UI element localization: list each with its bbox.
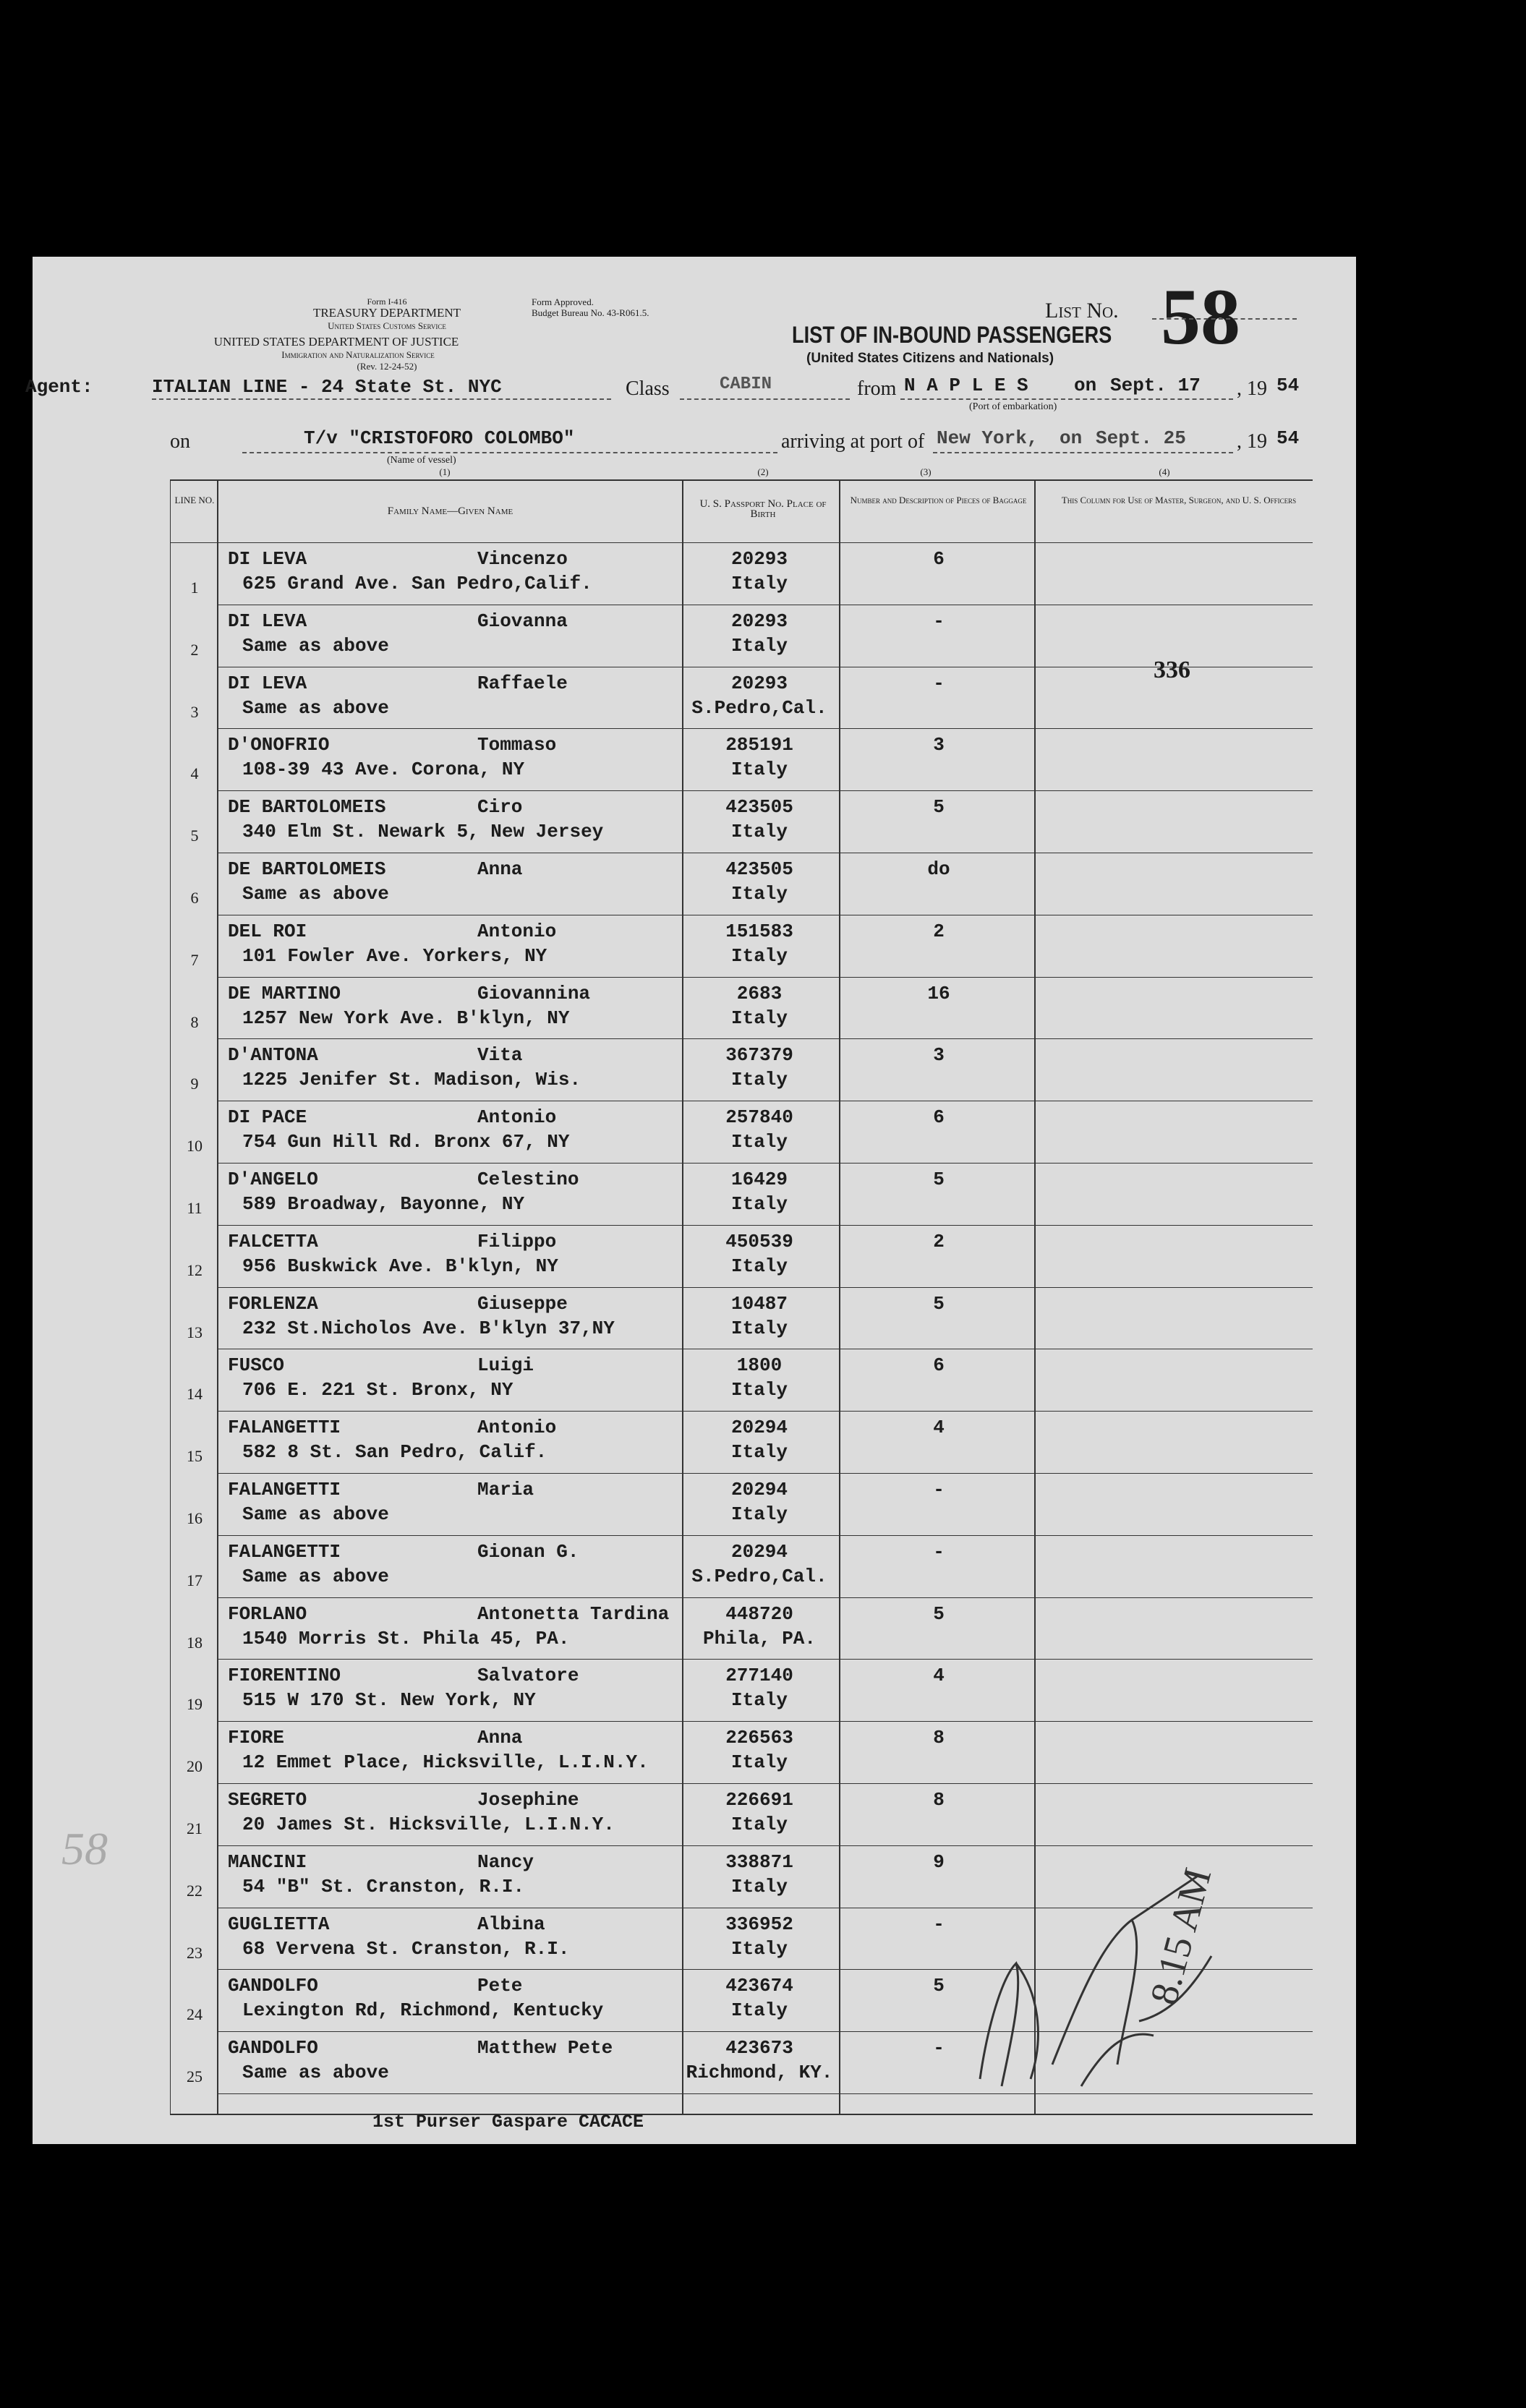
place-of-birth: Italy [730, 821, 788, 843]
form-revision: (Rev. 12-24-52) [357, 361, 417, 372]
given-name: Giuseppe [477, 1292, 568, 1315]
address: 54 "B" St. Cranston, R.I. [242, 1875, 525, 1897]
passport-number: 20294 [730, 1479, 788, 1500]
baggage-count: 4 [933, 1665, 945, 1687]
line-number: 7 [190, 950, 199, 969]
given-name: Celestino [477, 1169, 579, 1190]
passport-number: 367379 [725, 1044, 793, 1067]
place-of-birth: Italy [730, 1937, 788, 1960]
address: 582 8 St. San Pedro, Calif. [242, 1441, 547, 1464]
address: 754 Gun Hill Rd. Bronx 67, NY [242, 1131, 570, 1153]
place-of-birth: Italy [730, 944, 788, 967]
family-name: FUSCO [228, 1354, 285, 1377]
stamp-number: 336 [1154, 657, 1190, 683]
line-number: 11 [187, 1199, 203, 1217]
justice-dept: UNITED STATES DEPARTMENT OF JUSTICE [213, 335, 459, 349]
place-of-birth: Italy [730, 883, 788, 905]
family-name: D'ONOFRIO [228, 734, 330, 756]
row-divider [217, 1659, 1313, 1660]
given-name: Giovannina [477, 982, 591, 1004]
place-of-birth: Italy [730, 1317, 788, 1339]
family-name: DEL ROI [228, 920, 307, 942]
passport-number: 20294 [730, 1540, 788, 1563]
budget-bureau: Budget Bureau No. 43-R061.5. [532, 307, 649, 318]
address: 1540 Morris St. Phila 45, PA. [242, 1627, 570, 1649]
family-name: GANDOLFO [228, 1975, 318, 1997]
address: 956 Buskwick Ave. B'klyn, NY [242, 1255, 558, 1277]
arrival-year-prefix: , 19 [1237, 430, 1267, 453]
address: 515 W 170 St. New York, NY [242, 1689, 536, 1712]
baggage-count: - [933, 2037, 945, 2059]
col4-index: (4) [1159, 466, 1170, 477]
baggage-count: 16 [927, 982, 950, 1004]
line-number: 9 [190, 1075, 199, 1093]
family-name: DI LEVA [228, 548, 307, 570]
given-name: Gionan G. [477, 1540, 579, 1563]
place-of-birth: Italy [730, 1751, 788, 1774]
line-number: 25 [187, 2067, 203, 2086]
address: 68 Vervena St. Cranston, R.I. [242, 1937, 570, 1960]
place-of-birth: Italy [730, 634, 788, 657]
row-divider [217, 1038, 1313, 1039]
address: Same as above [242, 1503, 389, 1525]
place-of-birth: Italy [730, 1131, 788, 1153]
given-name: Maria [477, 1479, 534, 1500]
passport-number: 2683 [736, 982, 783, 1004]
family-name: DI LEVA [228, 672, 307, 694]
from-label: from [857, 377, 897, 400]
header-passport: U. S. Passport No. Place of Birth [699, 498, 827, 520]
baggage-count: 8 [933, 1727, 945, 1749]
address: 706 E. 221 St. Bronx, NY [242, 1379, 513, 1401]
given-name: Antonio [477, 920, 557, 942]
given-name: Pete [477, 1975, 523, 1997]
document-subtitle: (United States Citizens and Nationals) [806, 351, 1054, 366]
line-number: 15 [187, 1447, 203, 1466]
passport-number: 336952 [725, 1913, 793, 1935]
signature-mark [937, 1848, 1298, 2122]
baggage-count: - [933, 610, 945, 632]
family-name: DI PACE [228, 1106, 307, 1129]
baggage-count: 5 [933, 796, 945, 819]
passport-number: 285191 [725, 734, 793, 756]
place-of-birth: Italy [730, 1503, 788, 1525]
baggage-count: do [927, 858, 950, 880]
family-name: FORLANO [228, 1602, 307, 1625]
place-of-birth: S.Pedro,Cal. [691, 1565, 827, 1587]
departure-on: on [1074, 375, 1097, 396]
baggage-count: 5 [933, 1602, 945, 1625]
passport-number: 151583 [725, 920, 793, 942]
baggage-count: 5 [933, 1292, 945, 1315]
family-name: GANDOLFO [228, 2037, 318, 2059]
line-number: 14 [187, 1385, 203, 1404]
baggage-count: - [933, 1913, 945, 1935]
address: 1225 Jenifer St. Madison, Wis. [242, 1069, 581, 1091]
address: 340 Elm St. Newark 5, New Jersey [242, 821, 604, 843]
family-name: FORLENZA [228, 1292, 318, 1315]
class-value: CABIN [720, 375, 772, 394]
place-of-birth: Italy [730, 573, 788, 594]
class-label: Class [626, 377, 670, 400]
line-number: 1 [190, 578, 199, 597]
treasury-dept: TREASURY DEPARTMENT [312, 306, 461, 320]
given-name: Nancy [477, 1850, 534, 1873]
baggage-count: 6 [933, 548, 945, 570]
baggage-count: 5 [933, 1169, 945, 1190]
line-number: 8 [190, 1012, 199, 1031]
line-number: 5 [190, 827, 199, 845]
place-of-birth: S.Pedro,Cal. [691, 696, 827, 719]
arriving-label: arriving at port of [781, 430, 925, 453]
departure-date: Sept. 17 [1110, 375, 1201, 396]
arrival-on: on [1060, 427, 1083, 449]
passport-number: 423674 [725, 1975, 793, 1997]
passport-number: 1800 [736, 1354, 783, 1377]
family-name: D'ANTONA [228, 1044, 318, 1067]
baggage-count: 6 [933, 1354, 945, 1377]
row-divider [217, 977, 1313, 978]
given-name: Tommaso [477, 734, 557, 756]
baggage-count: 9 [933, 1850, 945, 1873]
col2-index: (2) [757, 466, 769, 477]
col3-index: (3) [920, 466, 932, 477]
arrival-year: 54 [1276, 427, 1300, 449]
passport-number: 16429 [730, 1169, 788, 1190]
family-name: DE MARTINO [228, 982, 341, 1004]
line-number: 18 [187, 1633, 203, 1652]
line-number: 21 [187, 1819, 203, 1837]
header-name: Family Name—Given Name [387, 505, 513, 517]
family-name: SEGRETO [228, 1789, 307, 1811]
address: Lexington Rd, Richmond, Kentucky [242, 1999, 604, 2022]
given-name: Antonetta Tardina [477, 1602, 670, 1625]
row-divider [217, 1225, 1313, 1226]
header-officers: This Column for Use of Master, Surgeon, and U. S. Officers [1061, 495, 1297, 505]
given-name: Matthew Pete [477, 2037, 613, 2059]
family-name: GUGLIETTA [228, 1913, 330, 1935]
address: Same as above [242, 696, 389, 719]
address: Same as above [242, 2062, 389, 2084]
passport-number: 423505 [725, 858, 793, 880]
row-divider [217, 1845, 1313, 1846]
given-name: Filippo [477, 1230, 557, 1252]
baggage-count: 2 [933, 920, 945, 942]
row-divider [217, 1411, 1313, 1412]
arrival-date: Sept. 25 [1096, 427, 1186, 449]
place-of-birth: Italy [730, 1814, 788, 1835]
line-number: 20 [187, 1757, 203, 1776]
place-of-birth: Italy [730, 1069, 788, 1091]
vessel-on-label: on [170, 430, 190, 453]
baggage-count: - [933, 672, 945, 694]
address: 12 Emmet Place, Hicksville, L.I.N.Y. [242, 1751, 649, 1774]
address: Same as above [242, 883, 389, 905]
embarkation-port: N A P L E S [904, 375, 1028, 396]
line-number: 6 [190, 889, 199, 907]
row-divider [217, 1783, 1313, 1784]
agent-value: ITALIAN LINE - 24 State St. NYC [152, 376, 502, 398]
given-name: Antonio [477, 1106, 557, 1129]
line-number: 3 [190, 702, 199, 721]
document-title: LIST OF IN-BOUND PASSENGERS [792, 322, 1112, 348]
line-number: 24 [187, 2005, 203, 2024]
purser-line: 1st Purser Gaspare CACACE [372, 2112, 644, 2132]
row-divider [217, 728, 1313, 729]
signature-text: 8.15 AM [1141, 1863, 1220, 2010]
line-number: 13 [187, 1323, 203, 1341]
address: 625 Grand Ave. San Pedro,Calif. [242, 573, 592, 594]
list-no-label: List No. [1045, 299, 1119, 323]
baggage-count: 4 [933, 1417, 945, 1439]
address: 101 Fowler Ave. Yorkers, NY [242, 944, 547, 967]
family-name: FIORENTINO [228, 1665, 341, 1687]
place-of-birth: Italy [730, 1875, 788, 1897]
year-prefix: , 19 [1237, 377, 1267, 400]
family-name: DE BARTOLOMEIS [228, 858, 386, 880]
given-name: Josephine [477, 1789, 579, 1811]
given-name: Salvatore [477, 1665, 579, 1687]
header-line-no: LINE NO. [174, 495, 215, 505]
margin-note: 58 [61, 1823, 108, 1874]
place-of-birth: Phila, PA. [702, 1627, 817, 1649]
passport-number: 423505 [725, 796, 793, 819]
row-divider [217, 1473, 1313, 1474]
place-of-birth: Italy [730, 1193, 788, 1215]
address: 20 James St. Hicksville, L.I.N.Y. [242, 1814, 615, 1835]
passport-number: 20293 [730, 672, 788, 694]
family-name: DE BARTOLOMEIS [228, 796, 386, 819]
place-of-birth: Richmond, KY. [686, 2062, 833, 2084]
given-name: Ciro [477, 796, 523, 819]
baggage-count: 2 [933, 1230, 945, 1252]
address: 108-39 43 Ave. Corona, NY [242, 759, 525, 781]
passport-number: 20293 [730, 610, 788, 632]
line-number: 10 [187, 1137, 203, 1156]
manifest-page [25, 257, 1356, 2144]
baggage-count: 3 [933, 734, 945, 756]
line-number: 16 [187, 1509, 203, 1527]
baggage-count: - [933, 1479, 945, 1500]
line-number: 23 [187, 1943, 203, 1962]
col1-index: (1) [439, 466, 451, 477]
address: 1257 New York Ave. B'klyn, NY [242, 1007, 570, 1029]
given-name: Albina [477, 1913, 545, 1935]
immigration-service: Immigration and Naturalization Service [281, 349, 435, 360]
passport-number: 338871 [725, 1850, 793, 1873]
arrival-port: New York, [937, 427, 1039, 449]
row-divider [217, 1721, 1313, 1722]
line-number: 19 [187, 1695, 203, 1714]
passport-number: 448720 [725, 1602, 793, 1625]
passport-number: 10487 [730, 1292, 788, 1315]
family-name: FIORE [228, 1727, 285, 1749]
port-embarkation-note: (Port of embarkation) [969, 401, 1057, 412]
passport-number: 226563 [725, 1727, 793, 1749]
vessel-name: T/v "CRISTOFORO COLOMBO" [304, 427, 575, 449]
list-number: 58 [1161, 273, 1240, 361]
address: 589 Broadway, Bayonne, NY [242, 1193, 525, 1215]
vessel-note: (Name of vessel) [387, 455, 456, 466]
family-name: FALCETTA [228, 1230, 318, 1252]
place-of-birth: Italy [730, 1007, 788, 1029]
line-number: 2 [190, 640, 199, 659]
passport-number: 423673 [725, 2037, 793, 2059]
passport-number: 20294 [730, 1417, 788, 1439]
line-number: 17 [187, 1571, 203, 1589]
baggage-count: 5 [933, 1975, 945, 1997]
given-name: Vincenzo [477, 548, 568, 570]
place-of-birth: Italy [730, 1255, 788, 1277]
place-of-birth: Italy [730, 1379, 788, 1401]
baggage-count: 8 [933, 1789, 945, 1811]
passport-number: 20293 [730, 548, 788, 570]
form-approval: Form Approved. [532, 296, 594, 307]
line-number: 12 [187, 1260, 203, 1279]
line-number: 22 [187, 1881, 203, 1900]
row-divider [217, 1163, 1313, 1164]
baggage-count: - [933, 1540, 945, 1563]
family-name: FALANGETTI [228, 1479, 341, 1500]
given-name: Raffaele [477, 672, 568, 694]
address: 232 St.Nicholos Ave. B'klyn 37,NY [242, 1317, 615, 1339]
baggage-count: 6 [933, 1106, 945, 1129]
row-divider [217, 1535, 1313, 1536]
given-name: Giovanna [477, 610, 568, 632]
agent-label: Agent: [25, 376, 93, 398]
customs-service: United States Customs Service [328, 320, 446, 331]
place-of-birth: Italy [730, 1441, 788, 1464]
row-divider [217, 1597, 1313, 1598]
form-number: Form I-416 [367, 296, 407, 307]
address: Same as above [242, 1565, 389, 1587]
line-number: 4 [190, 764, 199, 783]
passport-number: 450539 [725, 1230, 793, 1252]
given-name: Antonio [477, 1417, 557, 1439]
address: Same as above [242, 634, 389, 657]
passport-number: 257840 [725, 1106, 793, 1129]
family-name: D'ANGELO [228, 1169, 318, 1190]
family-name: DI LEVA [228, 610, 307, 632]
baggage-count: 3 [933, 1044, 945, 1067]
row-divider [217, 1287, 1313, 1288]
given-name: Anna [477, 858, 523, 880]
given-name: Luigi [477, 1354, 534, 1377]
place-of-birth: Italy [730, 1689, 788, 1712]
place-of-birth: Italy [730, 759, 788, 781]
row-divider [217, 790, 1313, 791]
place-of-birth: Italy [730, 1999, 788, 2022]
given-name: Vita [477, 1044, 523, 1067]
departure-year: 54 [1276, 375, 1300, 396]
family-name: MANCINI [228, 1850, 307, 1873]
header-baggage: Number and Description of Pieces of Baggage [850, 495, 1027, 505]
family-name: FALANGETTI [228, 1540, 341, 1563]
family-name: FALANGETTI [228, 1417, 341, 1439]
passport-number: 277140 [725, 1665, 793, 1687]
passport-number: 226691 [725, 1789, 793, 1811]
given-name: Anna [477, 1727, 523, 1749]
